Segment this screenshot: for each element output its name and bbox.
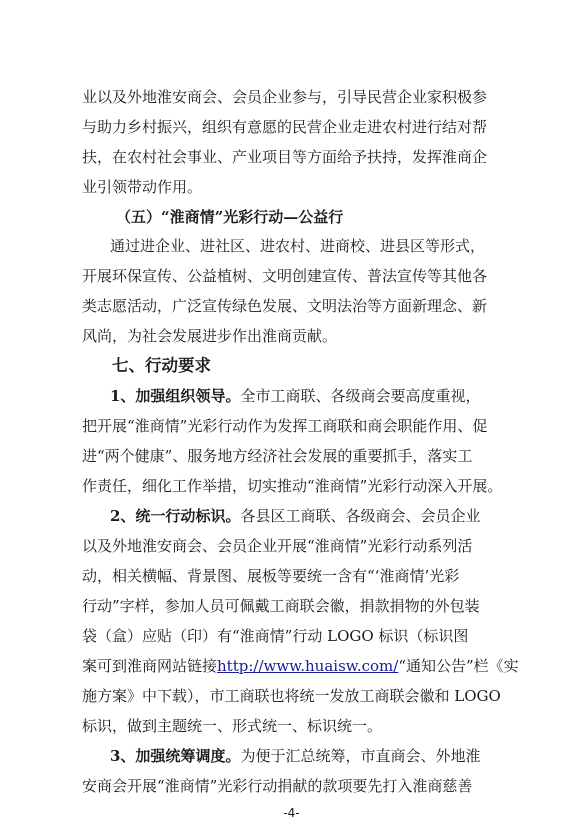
paragraph-line: 开展环保宣传、公益植树、文明创建宣传、普法宣传等其他各 xyxy=(82,267,488,285)
website-link[interactable]: http://www.huaisw.com/ xyxy=(217,657,399,675)
paragraph-line: 扶，在农村社会事业、产业项目等方面给予扶持，发挥淮商企 xyxy=(82,148,488,166)
paragraph-line: 以及外地淮安商会、会员企业开展“淮商情”光彩行动系列活 xyxy=(82,537,473,555)
page-number: -4- xyxy=(283,806,300,820)
paragraph-line: 类志愿活动，广泛宣传绿色发展、文明法治等方面新理念、新 xyxy=(82,297,488,315)
item-1-heading: 1、加强组织领导。 xyxy=(110,387,241,405)
paragraph-line: 风尚，为社会发展进步作出淮商贡献。 xyxy=(82,327,338,345)
paragraph-line: 动，相关横幅、背景图、展板等要统一含有“‘淮商情’光彩 xyxy=(82,567,460,585)
paragraph-line: 进“两个健康”、服务地方经济社会发展的重要抓手，落实工 xyxy=(82,447,473,465)
item-2-text: “通知公告”栏《实 xyxy=(398,657,519,675)
item-2-text: 案可到淮商网站链接 xyxy=(82,657,218,675)
paragraph-line xyxy=(110,746,502,766)
item-1-text: 全市工商联、各级商会要高度重视， xyxy=(240,387,481,405)
section-7-heading: 七、行动要求 xyxy=(112,356,211,375)
paragraph-line: 业引领带动作用。 xyxy=(82,178,203,196)
paragraph-line: 作责任，细化工作举措，切实推动“淮商情”光彩行动深入开展。 xyxy=(82,477,503,495)
paragraph-line xyxy=(110,506,502,526)
paragraph-line: 通过进企业、进社区、进农村、进商校、进县区等形式， xyxy=(110,237,486,255)
item-3-text: 为便于汇总统筹，市直商会、外地淮 xyxy=(240,747,481,765)
paragraph-line: 安商会开展“淮商情”光彩行动捐献的款项要先打入淮商慈善 xyxy=(82,777,473,795)
paragraph-line: 标识，做到主题统一、形式统一、标识统一。 xyxy=(82,717,383,735)
paragraph-line: 业以及外地淮安商会、会员企业参与，引导民营企业家积极参 xyxy=(82,88,488,106)
paragraph-line: 与助力乡村振兴，组织有意愿的民营企业走进农村进行结对帮 xyxy=(82,118,488,136)
paragraph-line: 施方案》中下载），市工商联也将统一发放工商联会徽和 LOGO xyxy=(82,687,501,705)
paragraph-line: 袋（盒）应贴（印）有“淮商情”行动 LOGO 标识（标识图 xyxy=(82,627,469,645)
paragraph-line xyxy=(110,386,502,406)
item-2-text: 各县区工商联、各级商会、会员企业 xyxy=(240,507,481,525)
paragraph-line: 把开展“淮商情”光彩行动作为发挥工商联和商会职能作用、促 xyxy=(82,417,488,435)
item-3-heading: 3、加强统筹调度。 xyxy=(110,747,241,765)
paragraph-line: 行动”字样，参加人员可佩戴工商联会徽，捐款捐物的外包装 xyxy=(82,597,480,615)
section-5-heading: （五）“淮商情”光彩行动—公益行 xyxy=(116,208,344,226)
item-2-heading: 2、统一行动标识。 xyxy=(110,507,241,525)
paragraph-line xyxy=(82,656,519,676)
